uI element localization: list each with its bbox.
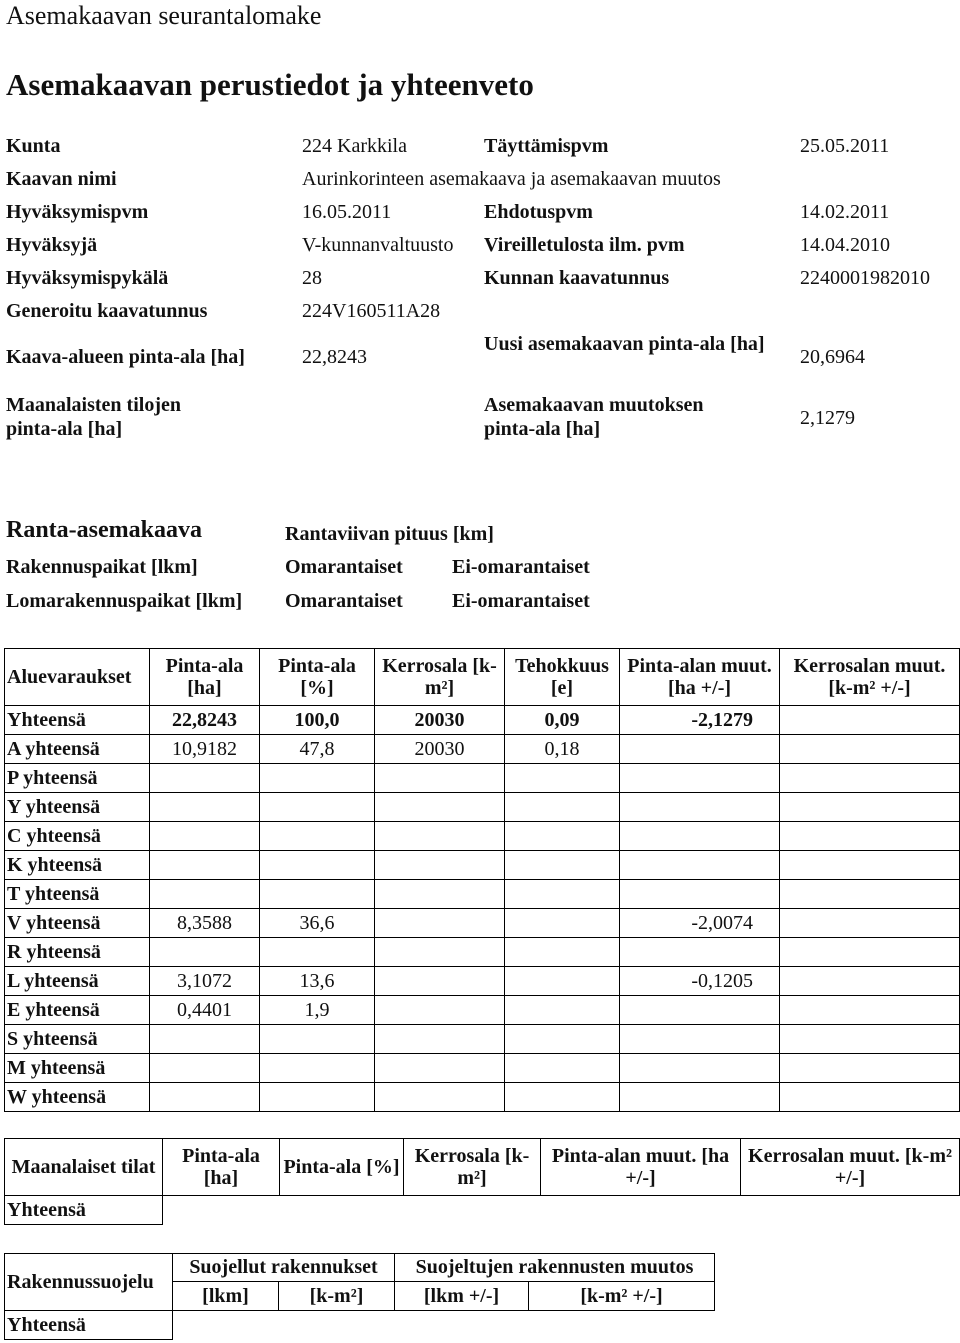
header-pinta-alan-muut: Pinta-alan muut. [ha +/-]: [620, 649, 780, 706]
suojelu-suojeltujen-muutos: Suojeltujen rakennusten muutos: [395, 1254, 715, 1282]
table-row: [5, 909, 960, 938]
row-kerrosala: [375, 764, 505, 793]
row-kerrosalan-muut: [780, 967, 960, 996]
row-kerrosala: [375, 1083, 505, 1112]
row-pinta-alan-muut: [620, 822, 780, 851]
hyvaksymispvm-label: Hyväksymispvm: [6, 201, 149, 223]
aluevaraukset-header-row: [5, 649, 960, 706]
row-label: W yhteensä: [5, 1083, 150, 1112]
table-row: [5, 706, 960, 735]
ehdotuspvm-label: Ehdotuspvm: [484, 201, 593, 223]
maanalaiset-label: Maanalaiset tilat: [5, 1139, 163, 1196]
row-kerrosalan-muut: [780, 1025, 960, 1054]
row-pinta-alan-muut: [620, 1083, 780, 1112]
tayttamispvm-label: Täyttämispvm: [484, 135, 609, 157]
row-kerrosala: [375, 909, 505, 938]
row-kerrosala: [375, 1054, 505, 1083]
table-row: [5, 880, 960, 909]
suojelu-header-row-1: [5, 1254, 715, 1282]
suojelu-km2: [k-m²]: [279, 1282, 395, 1311]
kunta-value: 224 Karkkila: [302, 135, 407, 157]
maanalaiset-pinta-ala-ha: Pinta-ala [ha]: [163, 1139, 280, 1196]
row-pinta-alan-muut: [620, 1025, 780, 1054]
row-kerrosalan-muut: [780, 822, 960, 851]
row-label: V yhteensä: [5, 909, 150, 938]
row-pinta-ala-ha: 10,9182: [150, 735, 260, 764]
suojelu-lkm: [lkm]: [173, 1282, 279, 1311]
row-pinta-ala-ha: [150, 793, 260, 822]
row-pinta-ala-pct: [260, 793, 375, 822]
row-tehokkuus: [505, 1025, 620, 1054]
row-kerrosala: [375, 793, 505, 822]
header-aluevaraukset: Aluevaraukset: [5, 649, 150, 706]
row-pinta-ala-pct: 1,9: [260, 996, 375, 1025]
lomarakennuspaikat-omarantaiset: Omarantaiset: [285, 590, 403, 612]
row-pinta-ala-pct: [260, 1054, 375, 1083]
row-kerrosala: [375, 938, 505, 967]
row-pinta-alan-muut: [620, 880, 780, 909]
row-kerrosala: 20030: [375, 735, 505, 764]
row-pinta-ala-ha: [150, 1083, 260, 1112]
row-tehokkuus: [505, 996, 620, 1025]
suojelu-total-row: [5, 1311, 715, 1340]
row-tehokkuus: [505, 822, 620, 851]
row-pinta-alan-muut: [620, 1054, 780, 1083]
row-pinta-ala-pct: [260, 1083, 375, 1112]
header-pinta-ala-pct: Pinta-ala [%]: [260, 649, 375, 706]
row-tehokkuus: [505, 967, 620, 996]
row-pinta-ala-pct: [260, 764, 375, 793]
lomarakennuspaikat-ei-omarantaiset: Ei-omarantaiset: [452, 590, 590, 612]
hyvaksyja-label: Hyväksyjä: [6, 234, 98, 256]
row-kerrosala: 20030: [375, 706, 505, 735]
row-pinta-ala-ha: [150, 1025, 260, 1054]
lomarakennuspaikat-label: Lomarakennuspaikat [lkm]: [6, 590, 243, 612]
row-pinta-alan-muut: -2,0074: [620, 909, 780, 938]
row-label: A yhteensä: [5, 735, 150, 764]
row-label: P yhteensä: [5, 764, 150, 793]
suojelu-km2-pm: [k-m² +/-]: [529, 1282, 715, 1311]
pykala-value: 28: [302, 267, 322, 289]
row-kerrosalan-muut: [780, 938, 960, 967]
tayttamispvm-value: 25.05.2011: [800, 135, 890, 157]
maanalaiset-yhteensa: Yhteensä: [5, 1196, 163, 1225]
row-tehokkuus: [505, 851, 620, 880]
ranta-heading: Ranta-asemakaava: [6, 517, 202, 543]
suojelu-table: [4, 1253, 715, 1340]
header-pinta-ala-ha: Pinta-ala [ha]: [150, 649, 260, 706]
row-pinta-alan-muut: [620, 764, 780, 793]
row-label: Yhteensä: [5, 706, 150, 735]
suojelu-suojellut: Suojellut rakennukset: [173, 1254, 395, 1282]
row-tehokkuus: [505, 764, 620, 793]
row-tehokkuus: [505, 1083, 620, 1112]
maanalaiset-label: Maanalaisten tilojen pinta-ala [ha]: [6, 394, 181, 440]
row-kerrosalan-muut: [780, 706, 960, 735]
suojelu-lkm-pm: [lkm +/-]: [395, 1282, 529, 1311]
row-kerrosalan-muut: [780, 735, 960, 764]
hyvaksyja-value: V-kunnanvaltuusto: [302, 234, 454, 256]
row-pinta-alan-muut: -2,1279: [620, 706, 780, 735]
table-row: [5, 822, 960, 851]
row-kerrosalan-muut: [780, 909, 960, 938]
suojelu-yhteensa: Yhteensä: [5, 1311, 173, 1340]
row-kerrosala: [375, 851, 505, 880]
maanalaiset-pinta-ala-pct: Pinta-ala [%]: [280, 1139, 404, 1196]
row-pinta-ala-ha: 3,1072: [150, 967, 260, 996]
row-kerrosalan-muut: [780, 793, 960, 822]
table-row: [5, 851, 960, 880]
row-pinta-ala-pct: [260, 938, 375, 967]
kaavan-nimi-label: Kaavan nimi: [6, 168, 117, 190]
row-pinta-ala-ha: 22,8243: [150, 706, 260, 735]
row-pinta-alan-muut: -0,1205: [620, 967, 780, 996]
page-title: Asemakaavan seurantalomake: [6, 1, 322, 30]
row-label: S yhteensä: [5, 1025, 150, 1054]
row-pinta-ala-ha: 8,3588: [150, 909, 260, 938]
rakennuspaikat-omarantaiset: Omarantaiset: [285, 556, 403, 578]
uusi-value: 20,6964: [800, 346, 865, 368]
row-kerrosala: [375, 1025, 505, 1054]
row-tehokkuus: [505, 793, 620, 822]
row-tehokkuus: 0,18: [505, 735, 620, 764]
row-label: K yhteensä: [5, 851, 150, 880]
maanalaiset-table: [4, 1138, 960, 1225]
row-pinta-ala-ha: [150, 764, 260, 793]
row-pinta-ala-pct: 36,6: [260, 909, 375, 938]
kaava-alue-label: Kaava-alueen pinta-ala [ha]: [6, 346, 245, 368]
rakennuspaikat-label: Rakennuspaikat [lkm]: [6, 556, 198, 578]
muutos-label: Asemakaavan muutoksen pinta-ala [ha]: [484, 394, 704, 440]
row-tehokkuus: [505, 880, 620, 909]
uusi-label: Uusi asemakaavan pinta-ala [ha]: [484, 333, 765, 355]
row-pinta-ala-pct: 47,8: [260, 735, 375, 764]
row-pinta-alan-muut: [620, 735, 780, 764]
row-pinta-alan-muut: [620, 938, 780, 967]
row-pinta-ala-ha: 0,4401: [150, 996, 260, 1025]
table-row: [5, 1083, 960, 1112]
table-row: [5, 938, 960, 967]
row-label: M yhteensä: [5, 1054, 150, 1083]
row-label: C yhteensä: [5, 822, 150, 851]
kaava-alue-value: 22,8243: [302, 346, 367, 368]
row-pinta-ala-ha: [150, 880, 260, 909]
row-kerrosalan-muut: [780, 764, 960, 793]
maanalaiset-total-row: [5, 1196, 960, 1225]
row-label: T yhteensä: [5, 880, 150, 909]
row-pinta-alan-muut: [620, 851, 780, 880]
kunta-label: Kunta: [6, 135, 61, 157]
kaavan-nimi-value: Aurinkorinteen asemakaava ja asemakaavan muutos: [302, 168, 721, 190]
muutos-value: 2,1279: [800, 407, 855, 429]
row-pinta-ala-ha: [150, 851, 260, 880]
table-row: [5, 1054, 960, 1083]
maanalaiset-kerrosalan-muut: Kerrosalan muut. [k-m² +/-]: [741, 1139, 960, 1196]
row-tehokkuus: 0,09: [505, 706, 620, 735]
row-label: L yhteensä: [5, 967, 150, 996]
row-pinta-ala-ha: [150, 822, 260, 851]
table-row: [5, 996, 960, 1025]
rantaviiva-label: Rantaviivan pituus [km]: [285, 523, 494, 545]
row-kerrosala: [375, 822, 505, 851]
maanalaiset-header-row: [5, 1139, 960, 1196]
row-kerrosalan-muut: [780, 996, 960, 1025]
hyvaksymispvm-value: 16.05.2011: [302, 201, 392, 223]
page-heading: Asemakaavan perustiedot ja yhteenveto: [6, 67, 534, 102]
row-tehokkuus: [505, 938, 620, 967]
row-kerrosalan-muut: [780, 1054, 960, 1083]
row-pinta-ala-pct: [260, 851, 375, 880]
table-row: [5, 764, 960, 793]
aluevaraukset-table: [4, 648, 960, 1112]
generoitu-label: Generoitu kaavatunnus: [6, 300, 208, 322]
row-pinta-ala-pct: [260, 1025, 375, 1054]
row-pinta-ala-pct: 100,0: [260, 706, 375, 735]
row-pinta-alan-muut: [620, 793, 780, 822]
row-pinta-ala-pct: [260, 880, 375, 909]
table-row: [5, 735, 960, 764]
header-kerrosala: Kerrosala [k-m²]: [375, 649, 505, 706]
row-kerrosala: [375, 880, 505, 909]
row-label: E yhteensä: [5, 996, 150, 1025]
row-kerrosala: [375, 967, 505, 996]
kaavatunnus-value: 2240001982010: [800, 267, 930, 289]
table-row: [5, 793, 960, 822]
vireille-value: 14.04.2010: [800, 234, 890, 256]
row-label: R yhteensä: [5, 938, 150, 967]
row-tehokkuus: [505, 909, 620, 938]
row-pinta-ala-ha: [150, 938, 260, 967]
row-label: Y yhteensä: [5, 793, 150, 822]
suojelu-label: Rakennussuojelu: [5, 1254, 173, 1311]
row-pinta-ala-pct: [260, 822, 375, 851]
row-pinta-ala-pct: 13,6: [260, 967, 375, 996]
row-kerrosalan-muut: [780, 851, 960, 880]
row-kerrosalan-muut: [780, 880, 960, 909]
kaavatunnus-label: Kunnan kaavatunnus: [484, 267, 670, 289]
rakennuspaikat-ei-omarantaiset: Ei-omarantaiset: [452, 556, 590, 578]
ehdotuspvm-value: 14.02.2011: [800, 201, 890, 223]
vireille-label: Vireilletulosta ilm. pvm: [484, 234, 685, 256]
pykala-label: Hyväksymispykälä: [6, 267, 169, 289]
row-tehokkuus: [505, 1054, 620, 1083]
table-row: [5, 1025, 960, 1054]
row-kerrosala: [375, 996, 505, 1025]
generoitu-value: 224V160511A28: [302, 300, 441, 322]
header-tehokkuus: Tehokkuus [e]: [505, 649, 620, 706]
maanalaiset-kerrosala: Kerrosala [k-m²]: [404, 1139, 541, 1196]
header-kerrosalan-muut: Kerrosalan muut. [k-m² +/-]: [780, 649, 960, 706]
row-pinta-alan-muut: [620, 996, 780, 1025]
row-kerrosalan-muut: [780, 1083, 960, 1112]
row-pinta-ala-ha: [150, 1054, 260, 1083]
maanalaiset-pinta-alan-muut: Pinta-alan muut. [ha +/-]: [541, 1139, 741, 1196]
table-row: [5, 967, 960, 996]
